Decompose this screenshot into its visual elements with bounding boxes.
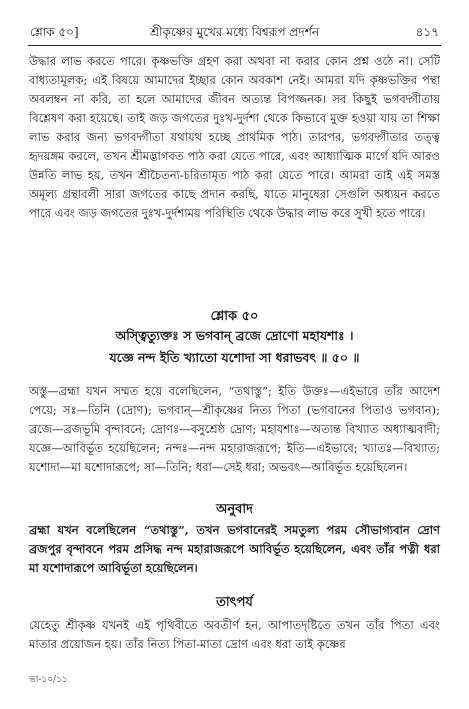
verse-line-2: যজ্ঞে নন্দ ইতি খ্যাতো যশোদা সা ধরাভবৎ ॥ ৫০ ॥ [109,350,360,365]
word-synonyms: অস্তু—ব্রহ্মা যখন সম্মত হয়ে বলেছিলেন, “তথাস্তু”; ইতি উক্তঃ—এইভাবে তাঁর আদেশ পেয়ে; সঃ—তিনি (দ্রোণ); ভগবান্—শ্রীকৃষ্ণের নিত্য পিতা (ভগবানের পিতাও ভগবান); ব্রজে—ব্রজভূমি বৃন্দাবনে; দ্রোণঃ—বসুশ্রেষ্ঠ দ্রোণ; মহাযশাঃ—অত্যন্ত বিখ্যাত অধ্যাত্মবাদী; যজ্ঞে—আবির্ভূত হয়েছিলেন; নন্দঃ—নন্দ মহারাজরূপে; ইতি—এইভাবে; খ্যাতঃ—বিখ্যাত; যশোদা—মা যশোদারূপে; সা—তিনি; ধরা—সেই ধরা; অভবৎ—আবির্ভূত হয়েছিলেন। [29,384,440,474]
continuation-paragraph: উদ্ধার লাভ করতে পারে। কৃষ্ণভক্তি গ্রহণ করা অথবা না করার কোন প্রশ্ন ওঠে না। সেটি বাধ্যতামূলক; এই বিষয়ে আমাদের ইচ্ছার কোন অবকাশ নেই। আমরা যদি কৃষ্ণভক্তির পন্থা অবলম্বন না করি, তা হলে আমাদের জীবন অত্যন্ত বিপজ্জনক। সব কিছুই ভগবদ্গীতায় বিশ্লেষণ করা হয়েছে। তাই জড় জগতের দুঃখ-দুর্দশা থেকে কিভাবে মুক্ত হওয়া যায় তা শিক্ষা লাভ করার জন্য ভগবদ্গীতা যথাযথ হচ্ছে প্রাথমিক পাঠ। তারপর, ভগবদ্গীতার তত্ত্ব হৃদয়ঙ্গম করলে, তখন শ্রীমদ্ভাগবত পাঠ করা যেতে পারে, এবং আধ্যাত্মিক মার্গে যদি আরও উন্নতি লাভ হয়, তখন শ্রীচৈতন্য-চরিতামৃত পাঠ করা যেতে পারে। আমরা তাই এই সমস্ত অমূল্য গ্রন্থাবলী সারা জগতের কাছে প্রদান করছি, যাতে মানুষেরা সেগুলি অধ্যয়ন করতে পারে এবং জড় জগতের দুঃখ-দুর্দশাময় পরিস্থিতি থেকে উদ্ধার লাভ করে সুখী হতে পারে। [29,54,440,220]
chapter-verse-ref: শ্লোক ৫০] [30,25,79,39]
footer-signature-mark: ভা-১০/১১ [29,675,68,685]
verse-line-1: অস্ত্বিত্যুক্তঃ স ভগবান্ ব্রজে দ্রোণো মহাযশাঃ । [115,328,354,343]
translation-text: ব্রহ্মা যখন বলেছিলেন “তথাস্তু”, তখন ভগবানেরই সমতুল্য পরম সৌভাগ্যবান দ্রোণ ব্রজপুর বৃন্দাবনে পরম প্রসিদ্ধ নন্দ মহারাজরূপে আবির্ভূত হয়েছিলেন, এবং তাঁর পত্নী ধরা মা যশোদারূপে আবির্ভূতা হয়েছিলেন। [29,523,440,575]
purport-heading: তাৎপর্য [216,595,253,610]
translation-heading: অনুবাদ [216,502,253,517]
header-rule [28,45,441,46]
page-number: ৪১৭ [415,25,439,39]
running-head [30,22,439,42]
verse-heading: শ্লোক ৫০ [210,309,259,324]
purport-text: যেহেতু শ্রীকৃষ্ণ যখনই এই পৃথিবীতে অবতীর্ণ হন, আপাতদৃষ্টিতে তখন তাঁর পিতা এবং মাতার প্রয়োজন হয়। তাঁর নিত্য পিতা-মাতা দ্রোণ এবং ধরা তাই কৃষ্ণের [29,618,440,651]
chapter-title: শ্রীকৃষ্ণের মুখের মধ্যে বিশ্বরূপ প্রদর্শন [149,25,319,39]
